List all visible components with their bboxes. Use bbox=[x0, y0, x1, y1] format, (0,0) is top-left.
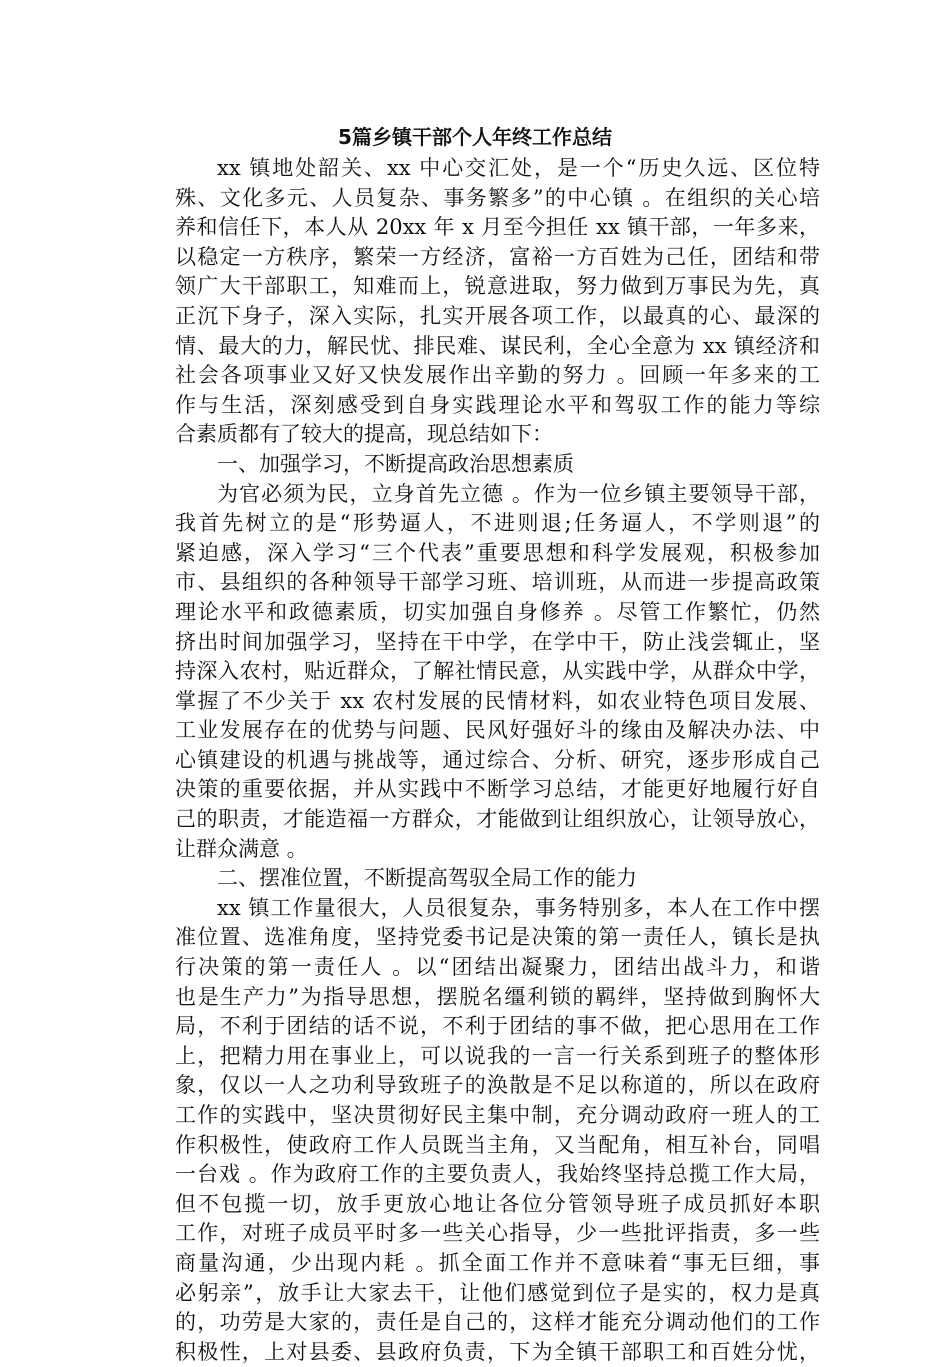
text-line: 作与生活，深刻感受到自身实践理论水平和驾驭工作的能力等综 bbox=[175, 392, 820, 417]
text-line: 情、最大的力，解民忧、排民难、谋民利，全心全意为 xx 镇经济和 bbox=[175, 333, 820, 358]
text-line: 正沉下身子，深入实际，扎实开展各项工作，以最真的心、最深的 bbox=[175, 303, 820, 328]
text-line: 行决策的第一责任人 。以“团结出凝聚力，团结出战斗力，和谐 bbox=[175, 955, 820, 980]
document-title: 5篇乡镇干部个人年终工作总结 bbox=[338, 125, 612, 149]
text-line: 工业发展存在的优势与问题、民风好强好斗的缘由及解决办法、中 bbox=[175, 718, 820, 743]
text-line: 工作的实践中，坚决贯彻好民主集中制，充分调动政府一班人的工 bbox=[175, 1103, 820, 1127]
text-line: 社会各项事业又好又快发展作出辛勤的努力 。回顾一年多来的工 bbox=[175, 363, 820, 388]
text-line: 也是生产力”为指导思想，摆脱名缰利锁的羁绊，坚持做到胸怀大 bbox=[175, 984, 820, 1009]
text-line: 挤出时间加强学习，坚持在干中学，在学中干，防止浅尝辄止，坚 bbox=[175, 629, 820, 654]
text-line: 紧迫感，深入学习“三个代表”重要思想和科学发展观，积极参加 bbox=[175, 540, 820, 565]
text-line: 象，仅以一人之功利导致班子的涣散是不足以称道的，所以在政府 bbox=[175, 1073, 820, 1098]
text-line: 准位置、选准角度，坚持党委书记是决策的第一责任人，镇长是执 bbox=[175, 925, 820, 950]
text-line: 的，功劳是大家的，责任是自己的，这样才能充分调动他们的工作 bbox=[175, 1310, 820, 1335]
text-line: 一台戏 。作为政府工作的主要负责人，我始终坚持总揽工作大局， bbox=[175, 1162, 820, 1187]
text-line: 积极性，上对县委、县政府负责，下为全镇干部职工和百姓分忧， bbox=[175, 1339, 820, 1364]
text-line: 一、加强学习，不断提高政治思想素质 bbox=[217, 451, 574, 476]
text-line: 作积极性，使政府工作人员既当主角，又当配角，相互补台，同唱 bbox=[175, 1132, 820, 1157]
text-line: xx 镇工作量很大，人员很复杂，事务特别多，本人在工作中摆 bbox=[217, 895, 820, 920]
text-line: 让群众满意 。 bbox=[175, 836, 308, 861]
text-line: 心镇建设的机遇与挑战等，通过综合、分析、研究，逐步形成自己 bbox=[175, 747, 820, 772]
text-line: 必躬亲”，放手让大家去干，让他们感觉到位子是实的，权力是真 bbox=[175, 1280, 820, 1305]
text-line: 我首先树立的是“形势逼人，不进则退;任务逼人，不学则退”的 bbox=[175, 511, 820, 536]
document-body bbox=[175, 154, 820, 1367]
text-line: 工作，对班子成员平时多一些关心指导，少一些批评指责，多一些 bbox=[175, 1221, 820, 1246]
text-line: 掌握了不少关于 xx 农村发展的民情材料，如农业特色项目发展、 bbox=[175, 688, 820, 713]
text-line: 持深入农村，贴近群众，了解社情民意，从实践中学，从群众中学， bbox=[175, 659, 820, 684]
text-line: 但不包揽一切，放手更放心地让各位分管领导班子成员抓好本职 bbox=[175, 1191, 820, 1216]
text-line: 殊、文化多元、人员复杂、事务繁多”的中心镇 。在组织的关心培 bbox=[175, 185, 820, 210]
text-line: 为官必须为民，立身首先立德 。作为一位乡镇主要领导干部， bbox=[217, 481, 820, 506]
text-line: 以稳定一方秩序，繁荣一方经济，富裕一方百姓为己任，团结和带 bbox=[175, 244, 820, 269]
text-line: 上，把精力用在事业上，可以说我的一言一行关系到班子的整体形 bbox=[175, 1043, 820, 1068]
text-line: 己的职责，才能造福一方群众，才能做到让组织放心，让领导放心， bbox=[175, 807, 820, 832]
text-line: 局，不利于团结的话不说，不利于团结的事不做，把心思用在工作 bbox=[175, 1014, 820, 1039]
text-line: 理论水平和政德素质，切实加强自身修养 。尽管工作繁忙，仍然 bbox=[175, 599, 820, 624]
text-line: 合素质都有了较大的提高，现总结如下： bbox=[175, 422, 553, 447]
text-line: 领广大干部职工，知难而上，锐意进取，努力做到万事民为先，真 bbox=[175, 274, 820, 299]
text-line: 商量沟通，少出现内耗 。抓全面工作并不意味着“事无巨细，事 bbox=[175, 1250, 820, 1275]
text-line: 市、县组织的各种领导干部学习班、培训班，从而进一步提高政策 bbox=[175, 570, 820, 595]
text-line: 决策的重要依据，并从实践中不断学习总结，才能更好地履行好自 bbox=[175, 777, 820, 802]
text-line: 养和信任下，本人从 20xx 年 x 月至今担任 xx 镇干部，一年多来， bbox=[175, 215, 820, 240]
text-line: 二、摆准位置，不断提高驾驭全局工作的能力 bbox=[217, 866, 637, 891]
text-line: xx 镇地处韶关、xx 中心交汇处，是一个“历史久远、区位特 bbox=[217, 156, 820, 180]
